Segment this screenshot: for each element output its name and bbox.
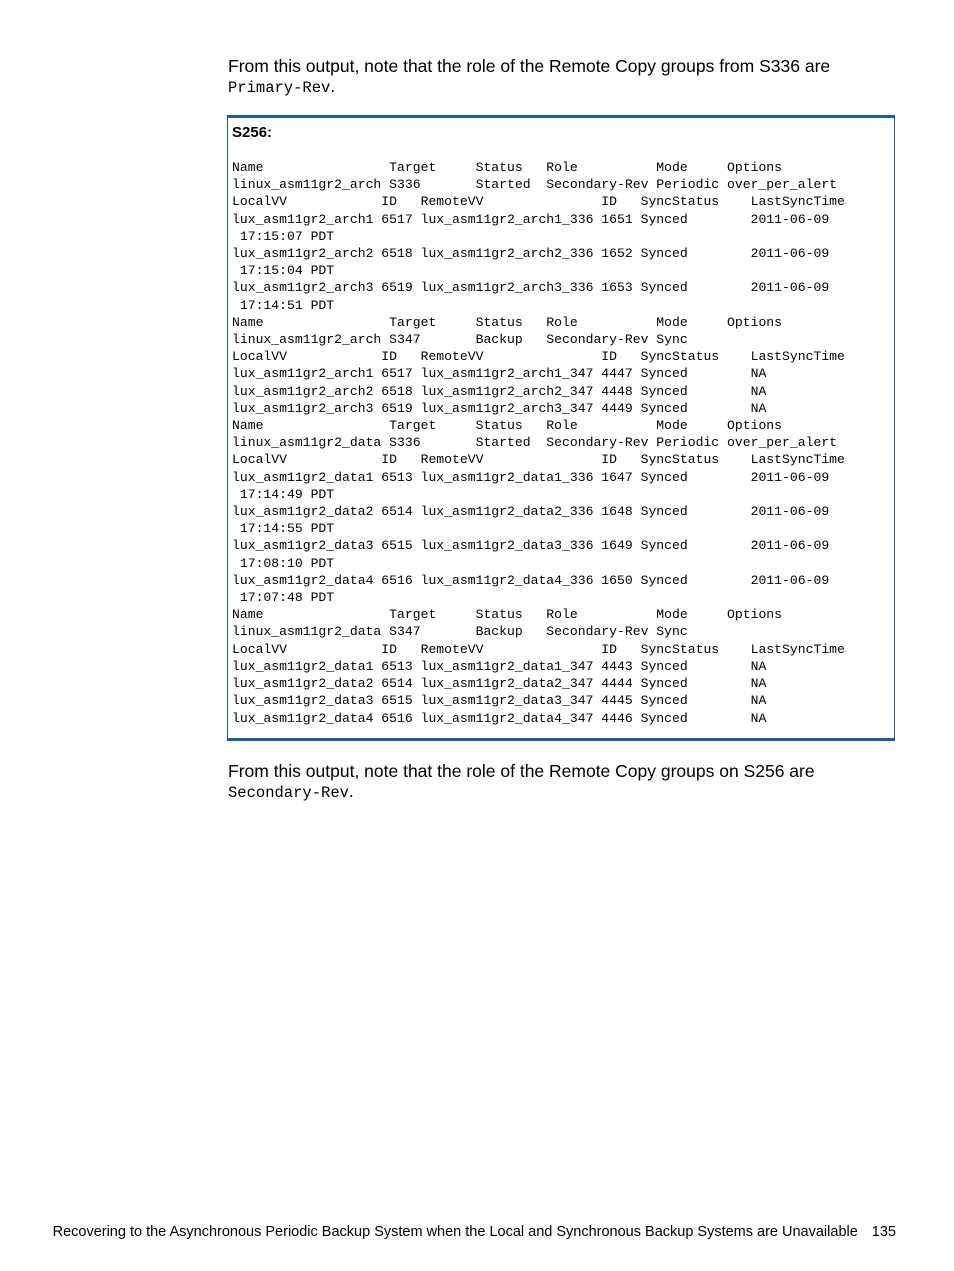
- output-line: 17:15:07 PDT: [232, 228, 335, 244]
- command-output: [232, 159, 894, 727]
- intro-paragraph: [228, 56, 888, 98]
- output-line: Name Target Status Role Mode Options: [232, 314, 783, 330]
- output-line: 17:15:04 PDT: [232, 263, 335, 279]
- outro-code-term: Secondary-Rev: [228, 784, 349, 802]
- output-line: lux_asm11gr2_data4 6516 lux_asm11gr2_data4_336 1650 Synced 2011-06-09: [232, 572, 830, 588]
- output-line: lux_asm11gr2_arch3 6519 lux_asm11gr2_arch3_336 1653 Synced 2011-06-09: [232, 280, 830, 296]
- output-line: LocalVV ID RemoteVV ID SyncStatus LastSyncTime: [232, 194, 845, 210]
- command-output-box: [227, 115, 895, 741]
- page-number: 135: [871, 1224, 896, 1240]
- output-line: lux_asm11gr2_data2 6514 lux_asm11gr2_data2_336 1648 Synced 2011-06-09: [232, 504, 830, 520]
- output-line: LocalVV ID RemoteVV ID SyncStatus LastSyncTime: [232, 452, 845, 468]
- output-line: lux_asm11gr2_arch2 6518 lux_asm11gr2_arch2_347 4448 Synced NA: [232, 383, 767, 399]
- output-line: lux_asm11gr2_arch1 6517 lux_asm11gr2_arch1_336 1651 Synced 2011-06-09: [232, 211, 830, 227]
- output-line: 17:14:51 PDT: [232, 297, 335, 313]
- output-line: lux_asm11gr2_data4 6516 lux_asm11gr2_data4_347 4446 Synced NA: [232, 710, 767, 726]
- output-line: 17:14:49 PDT: [232, 486, 335, 502]
- output-line: linux_asm11gr2_arch S347 Backup Secondary-Rev Sync: [232, 332, 688, 348]
- intro-text: From this output, note that the role of the Remote Copy groups from S336 are: [228, 56, 831, 76]
- output-line: 17:07:48 PDT: [232, 590, 335, 606]
- outro-text: From this output, note that the role of the Remote Copy groups on S256 are: [228, 761, 815, 781]
- output-line: linux_asm11gr2_arch S336 Started Secondary-Rev Periodic over_per_alert: [232, 177, 838, 193]
- output-line: 17:14:55 PDT: [232, 521, 335, 537]
- footer-title: Recovering to the Asynchronous Periodic Backup System when the Local and Synchronous Backup Systems are Unavailable: [52, 1224, 858, 1240]
- output-line: linux_asm11gr2_data S336 Started Secondary-Rev Periodic over_per_alert: [232, 435, 838, 451]
- output-line: Name Target Status Role Mode Options: [232, 607, 783, 623]
- output-line: linux_asm11gr2_data S347 Backup Secondary-Rev Sync: [232, 624, 688, 640]
- output-line: LocalVV ID RemoteVV ID SyncStatus LastSyncTime: [232, 641, 845, 657]
- output-line: Name Target Status Role Mode Options: [232, 418, 783, 434]
- page-footer: [53, 1222, 896, 1242]
- intro-period: .: [330, 76, 336, 96]
- output-line: lux_asm11gr2_data1 6513 lux_asm11gr2_data1_336 1647 Synced 2011-06-09: [232, 469, 830, 485]
- output-line: lux_asm11gr2_arch2 6518 lux_asm11gr2_arch2_336 1652 Synced 2011-06-09: [232, 246, 830, 262]
- output-line: lux_asm11gr2_data3 6515 lux_asm11gr2_data3_336 1649 Synced 2011-06-09: [232, 538, 830, 554]
- output-line: lux_asm11gr2_data3 6515 lux_asm11gr2_data3_347 4445 Synced NA: [232, 693, 767, 709]
- outro-paragraph: [228, 761, 888, 803]
- output-line: lux_asm11gr2_arch1 6517 lux_asm11gr2_arch1_347 4447 Synced NA: [232, 366, 767, 382]
- intro-code-term: Primary-Rev: [228, 79, 331, 97]
- output-line: lux_asm11gr2_data1 6513 lux_asm11gr2_data1_347 4443 Synced NA: [232, 658, 767, 674]
- output-line: Name Target Status Role Mode Options: [232, 160, 783, 175]
- outro-period: .: [348, 781, 354, 801]
- output-line: LocalVV ID RemoteVV ID SyncStatus LastSyncTime: [232, 349, 845, 365]
- output-line: 17:08:10 PDT: [232, 555, 335, 571]
- output-line: lux_asm11gr2_data2 6514 lux_asm11gr2_data2_347 4444 Synced NA: [232, 676, 767, 692]
- box-title: S256:: [232, 124, 273, 141]
- output-line: lux_asm11gr2_arch3 6519 lux_asm11gr2_arch3_347 4449 Synced NA: [232, 400, 767, 416]
